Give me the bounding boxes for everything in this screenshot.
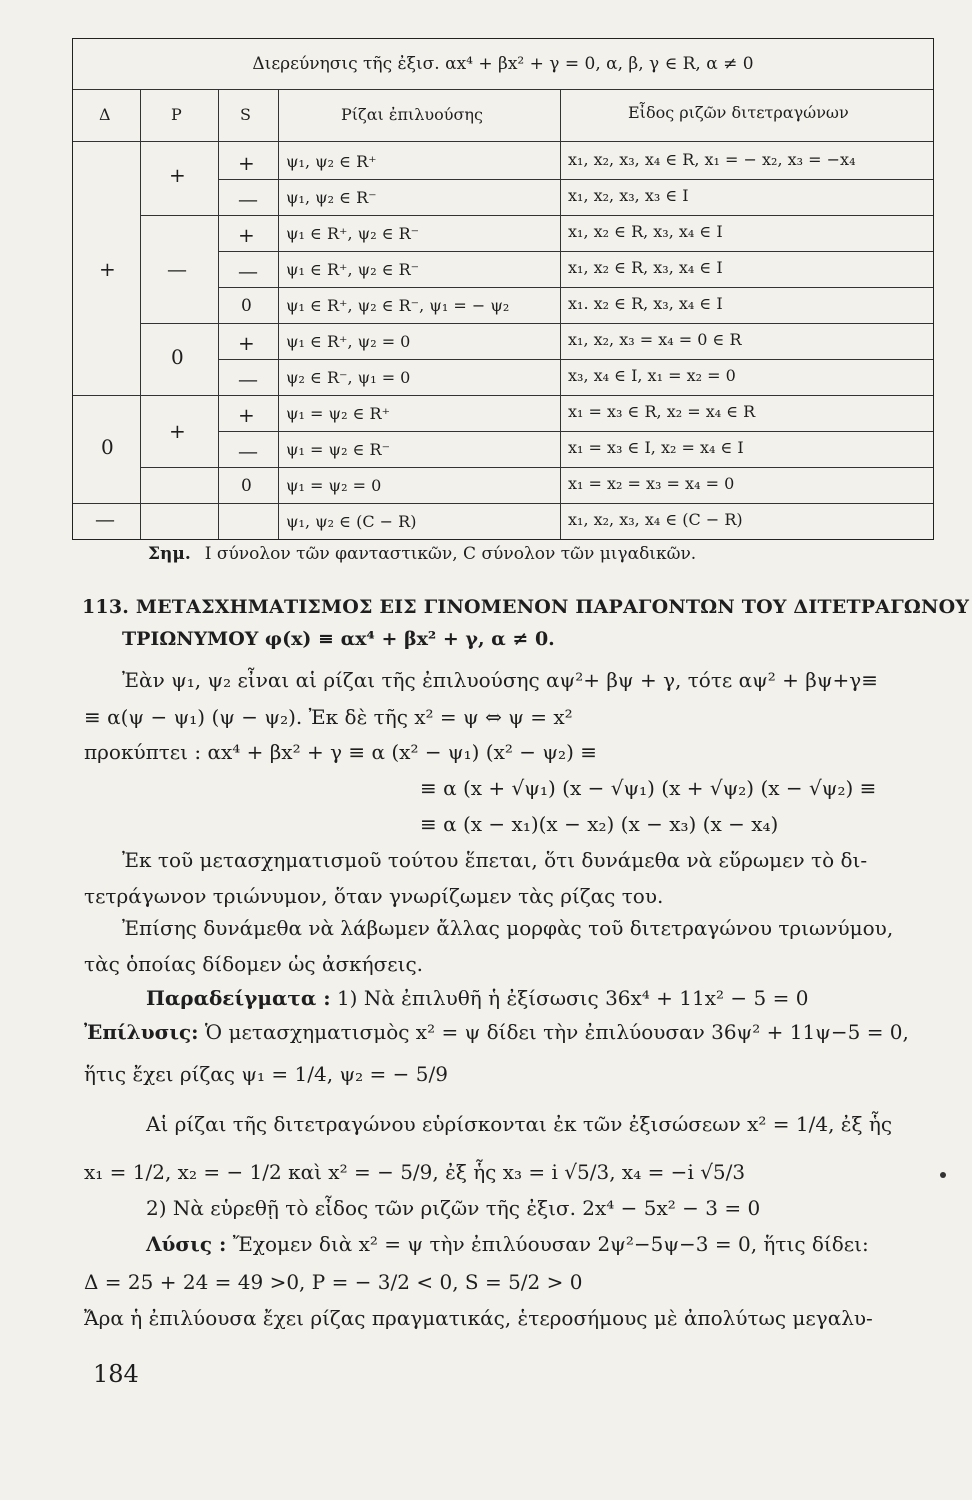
roots-cell: ψ₁, ψ₂ ∈ R⁻ bbox=[286, 188, 377, 207]
p-negative: — bbox=[167, 257, 187, 281]
text-line: ≡ α(ψ − ψ₁) (ψ − ψ₂). Ἐκ δὲ τῆς x² = ψ ⇔ ψ = x² bbox=[84, 705, 573, 729]
header-delta: Δ bbox=[99, 105, 111, 124]
table-rule bbox=[73, 395, 933, 396]
s-cell: + bbox=[238, 403, 255, 427]
header-roots: Ρίζαι ἐπιλυούσης bbox=[341, 105, 483, 124]
kind-cell: x₁. x₂ ∈ R, x₃, x₄ ∈ I bbox=[568, 294, 723, 313]
text-line: Ἐκ τοῦ μετασχηματισμοῦ τούτου ἕπεται, ὅτι δυνάμεθα νὰ εὕρωμεν τὸ δι- bbox=[122, 848, 868, 872]
text-line: Αἱ ρίζαι τῆς διτετραγώνου εὑρίσκονται ἐκ τῶν ἐξισώσεων x² = 1/4, ἐξ ἧς bbox=[146, 1112, 893, 1136]
roots-cell: ψ₁ = ψ₂ ∈ R⁺ bbox=[286, 404, 391, 423]
table-rule bbox=[73, 89, 933, 90]
s-cell: + bbox=[238, 151, 255, 175]
header-kind: Εἶδος ριζῶν διτετραγώνων bbox=[628, 103, 849, 122]
kind-cell: x₃, x₄ ∈ I, x₁ = x₂ = 0 bbox=[568, 366, 736, 385]
table-rule bbox=[218, 179, 933, 180]
text-line: ≡ α (x + √ψ₁) (x − √ψ₁) (x + √ψ₂) (x − √ψ₂) ≡ bbox=[420, 776, 877, 800]
kind-cell: x₁, x₂ ∈ R, x₃, x₄ ∈ I bbox=[568, 222, 723, 241]
text-line: τὰς ὁποίας δίδομεν ὡς ἀσκήσεις. bbox=[84, 952, 424, 976]
section-subtitle: ΤΡΙΩΝΥΜΟΥ φ(x) ≡ αx⁴ + βx² + γ, α ≠ 0. bbox=[122, 628, 555, 650]
p-zero: 0 bbox=[171, 345, 184, 369]
speck-mark bbox=[940, 1172, 946, 1178]
section-title: 113. ΜΕΤΑΣΧΗΜΑΤΙΣΜΟΣ ΕΙΣ ΓΙΝΟΜΕΝΟΝ ΠΑΡΑΓΟΝΤΩΝ ΤΟΥ ΔΙΤΕΤΡΑΓΩΝΟΥ bbox=[82, 596, 970, 618]
roots-cell: ψ₁, ψ₂ ∈ (C − R) bbox=[286, 512, 417, 531]
text-line: τετράγωνον τριώνυμον, ὅταν γνωρίζωμεν τὰς ρίζας του. bbox=[84, 884, 664, 908]
note-label: Σημ. bbox=[148, 544, 191, 564]
header-s: S bbox=[240, 105, 251, 124]
s-cell: + bbox=[238, 331, 255, 355]
header-p: P bbox=[171, 105, 182, 124]
kind-cell: x₁ = x₃ ∈ R, x₂ = x₄ ∈ R bbox=[568, 402, 756, 421]
roots-cell: ψ₁ = ψ₂ = 0 bbox=[286, 476, 382, 495]
roots-cell: ψ₁ ∈ R⁺, ψ₂ ∈ R⁻ bbox=[286, 224, 420, 243]
roots-cell: ψ₁, ψ₂ ∈ R⁺ bbox=[286, 152, 377, 171]
text-line: Ἐὰν ψ₁, ψ₂ εἶναι αἱ ρίζαι τῆς ἐπιλυούσης αψ²+ βψ + γ, τότε αψ² + βψ+γ≡ bbox=[122, 668, 879, 692]
roots-cell: ψ₁ = ψ₂ ∈ R⁻ bbox=[286, 440, 391, 459]
table-rule bbox=[140, 215, 933, 216]
text-line: προκύπτει : αx⁴ + βx² + γ ≡ α (x² − ψ₁) (x² − ψ₂) ≡ bbox=[84, 740, 597, 764]
table-rule bbox=[140, 467, 933, 468]
table-rule bbox=[560, 89, 561, 539]
text-line: Δ = 25 + 24 = 49 >0, P = − 3/2 < 0, S = 5/2 > 0 bbox=[84, 1270, 583, 1294]
table-rule bbox=[73, 141, 933, 142]
page-number: 184 bbox=[93, 1360, 139, 1388]
table-note bbox=[148, 544, 696, 564]
kind-cell: x₁, x₂, x₃, x₃ ∈ I bbox=[568, 186, 689, 205]
text-line: Ἐπίσης δυνάμεθα νὰ λάβωμεν ἄλλας μορφὰς τοῦ διτετραγώνου τριωνύμου, bbox=[122, 916, 894, 940]
table-rule bbox=[218, 431, 933, 432]
table-rule bbox=[218, 251, 933, 252]
roots-cell: ψ₁ ∈ R⁺, ψ₂ = 0 bbox=[286, 332, 411, 351]
note-text: I σύνολον τῶν φανταστικῶν, C σύνολον τῶν μιγαδικῶν. bbox=[204, 544, 697, 564]
table-title: Διερεύνησις τῆς ἐξισ. αx⁴ + βx² + γ = 0, α, β, γ ∈ R, α ≠ 0 bbox=[252, 54, 754, 74]
kind-cell: x₁ = x₃ ∈ I, x₂ = x₄ ∈ I bbox=[568, 438, 744, 457]
s-cell: 0 bbox=[241, 476, 252, 496]
solution-line bbox=[84, 1020, 909, 1044]
table-rule bbox=[140, 89, 141, 539]
kind-cell: x₁ = x₂ = x₃ = x₄ = 0 bbox=[568, 474, 735, 493]
s-cell: + bbox=[238, 223, 255, 247]
discriminant-table bbox=[72, 38, 934, 540]
roots-cell: ψ₁ ∈ R⁺, ψ₂ ∈ R⁻ bbox=[286, 260, 420, 279]
kind-cell: x₁, x₂, x₃, x₄ ∈ R, x₁ = − x₂, x₃ = −x₄ bbox=[568, 150, 856, 169]
s-cell: — bbox=[238, 187, 258, 211]
roots-cell: ψ₁ ∈ R⁺, ψ₂ ∈ R⁻, ψ₁ = − ψ₂ bbox=[286, 296, 510, 315]
p-positive-2: + bbox=[169, 419, 186, 443]
delta-positive: + bbox=[99, 257, 116, 281]
table-rule bbox=[73, 503, 933, 504]
text-line: ἥτις ἔχει ρίζας ψ₁ = 1/4, ψ₂ = − 5/9 bbox=[84, 1062, 448, 1086]
delta-zero: 0 bbox=[101, 435, 114, 459]
text-line: Ἄρα ἡ ἐπιλύουσα ἔχει ρίζας πραγματικάς, ἑτεροσήμους μὲ ἀπολύτως μεγαλυ- bbox=[84, 1306, 873, 1330]
examples-label: Παραδείγματα : bbox=[146, 986, 331, 1010]
solution-2-label: Λύσις : bbox=[146, 1232, 227, 1256]
solution-2-line bbox=[146, 1232, 869, 1256]
kind-cell: x₁, x₂, x₃ = x₄ = 0 ∈ R bbox=[568, 330, 742, 349]
table-rule bbox=[218, 89, 219, 539]
s-cell: — bbox=[238, 439, 258, 463]
solution-2: Ἔχομεν διὰ x² = ψ τὴν ἐπιλύουσαν 2ψ²−5ψ−3 = 0, ἥτις δίδει: bbox=[232, 1232, 869, 1256]
solution-1: Ὁ μετασχηματισμὸς x² = ψ δίδει τὴν ἐπιλύουσαν 36ψ² + 11ψ−5 = 0, bbox=[204, 1020, 909, 1044]
solution-label: Ἐπίλυσις: bbox=[84, 1020, 199, 1044]
kind-cell: x₁, x₂ ∈ R, x₃, x₄ ∈ I bbox=[568, 258, 723, 277]
kind-cell: x₁, x₂, x₃, x₄ ∈ (C − R) bbox=[568, 510, 743, 529]
s-cell: — bbox=[238, 259, 258, 283]
example-1: 1) Νὰ ἐπιλυθῆ ἡ ἐξίσωσις 36x⁴ + 11x² − 5 = 0 bbox=[336, 986, 809, 1010]
table-rule bbox=[218, 359, 933, 360]
example-2: 2) Νὰ εὑρεθῇ τὸ εἶδος τῶν ριζῶν τῆς ἐξισ. 2x⁴ − 5x² − 3 = 0 bbox=[146, 1196, 761, 1220]
table-rule bbox=[278, 89, 279, 539]
s-cell: 0 bbox=[241, 296, 252, 316]
text-line: x₁ = 1/2, x₂ = − 1/2 καὶ x² = − 5/9, ἐξ ἧς x₃ = i √5/3, x₄ = −i √5/3 bbox=[84, 1160, 746, 1184]
table-rule bbox=[140, 323, 933, 324]
text-line: ≡ α (x − x₁)(x − x₂) (x − x₃) (x − x₄) bbox=[420, 812, 779, 836]
p-positive: + bbox=[169, 163, 186, 187]
roots-cell: ψ₂ ∈ R⁻, ψ₁ = 0 bbox=[286, 368, 411, 387]
example-line bbox=[146, 986, 808, 1010]
delta-negative: — bbox=[95, 507, 115, 531]
table-rule bbox=[218, 287, 933, 288]
s-cell: — bbox=[238, 367, 258, 391]
